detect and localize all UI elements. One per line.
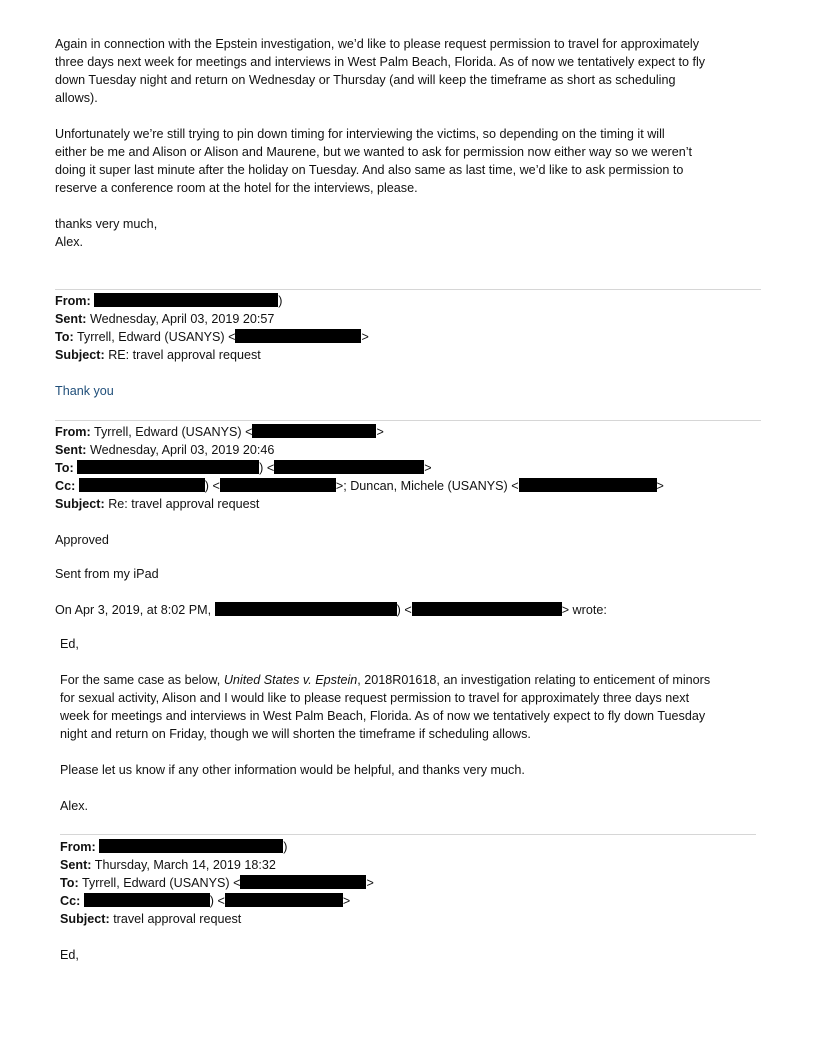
to-label: To: (60, 876, 79, 890)
subject-row (55, 347, 261, 364)
subject-row (55, 496, 259, 513)
from-label: From: (55, 425, 91, 439)
quoted-signature: Alex. (60, 799, 88, 813)
subject-label: Subject: (55, 348, 105, 362)
to-value: Tyrrell, Edward (USANYS) < (81, 876, 241, 890)
from-tail: ) (278, 294, 283, 308)
quote-prefix: On Apr 3, 2019, at 8:02 PM, (55, 603, 212, 617)
sent-row (55, 311, 274, 328)
sent-row (60, 857, 276, 874)
sent-label: Sent: (55, 312, 87, 326)
quote-mid: ) < (396, 603, 412, 617)
cc-middle: >; Duncan, Michele (USANYS) < (335, 479, 519, 493)
separator (60, 834, 756, 835)
from-label: From: (60, 840, 96, 854)
from-row (55, 424, 384, 441)
intro-line: Unfortunately we’re still trying to pin down timing for interviewing the victims, so depending on the timing it will (55, 127, 665, 141)
cc-label: Cc: (55, 479, 76, 493)
case-name: United States v. Epstein (223, 673, 358, 687)
sent-label: Sent: (55, 443, 87, 457)
from-tail: > (376, 425, 384, 439)
message-body: Approved (55, 533, 109, 547)
quote-tail: > wrote: (561, 603, 607, 617)
redaction-block (215, 602, 397, 616)
cc-mid: ) < (209, 894, 225, 908)
redaction-block (220, 478, 336, 492)
intro-line: either be me and Alison or Alison and Maurene, but we wanted to ask for permission now either way so we weren’t (55, 145, 693, 159)
to-label: To: (55, 461, 74, 475)
cc-tail: > (342, 894, 351, 908)
redaction-block (77, 460, 259, 474)
cc-mid: ) < (204, 479, 220, 493)
redaction-block (519, 478, 657, 492)
cc-label: Cc: (60, 894, 81, 908)
intro-line: allows). (55, 91, 98, 105)
redaction-block (252, 424, 376, 438)
signature-line: Alex. (55, 235, 83, 249)
to-row (60, 875, 374, 892)
intro-line: doing it super last minute after the holiday on Tuesday. And also same as last time, we’d like to ask permission to (55, 163, 684, 177)
intro-line: three days next week for meetings and interviews in West Palm Beach, Florida. As of now we tentatively expect to fly (55, 55, 706, 69)
sent-from-line: Sent from my iPad (55, 567, 159, 581)
quoted-line (60, 672, 710, 689)
redaction-block (225, 893, 343, 907)
subject-value: Re: travel approval request (108, 497, 260, 511)
quote-header (55, 602, 607, 619)
sent-value: Wednesday, April 03, 2019 20:57 (89, 312, 275, 326)
to-tail: > (424, 461, 432, 475)
quoted-text: For the same case as below, (60, 673, 224, 687)
quoted-greeting: Ed, (60, 637, 79, 651)
to-row (55, 329, 369, 346)
from-label: From: (55, 294, 91, 308)
redaction-block (274, 460, 424, 474)
intro-line: down Tuesday night and return on Wednesday or Thursday (and will keep the timeframe as short as scheduling (55, 73, 676, 87)
sent-row (55, 442, 274, 459)
to-row (55, 460, 432, 477)
subject-label: Subject: (60, 912, 110, 926)
from-row (60, 839, 287, 856)
subject-row (60, 911, 241, 928)
from-value: Tyrrell, Edward (USANYS) < (93, 425, 253, 439)
redaction-block (94, 293, 278, 307)
cc-row (55, 478, 664, 495)
separator (55, 420, 761, 421)
from-tail: ) (283, 840, 288, 854)
intro-line: Again in connection with the Epstein investigation, we’d like to please request permission to travel for approximately (55, 37, 700, 51)
to-tail: > (366, 876, 374, 890)
quoted-text: , 2018R01618, an investigation relating to enticement of minors (357, 673, 711, 687)
to-value: Tyrrell, Edward (USANYS) < (76, 330, 236, 344)
from-row (55, 293, 282, 310)
sent-value: Thursday, March 14, 2019 18:32 (94, 858, 276, 872)
closing-line: thanks very much, (55, 217, 158, 231)
redaction-block (240, 875, 366, 889)
message-greeting: Ed, (60, 948, 79, 962)
redaction-block (235, 329, 361, 343)
subject-label: Subject: (55, 497, 105, 511)
cc-row (60, 893, 350, 910)
subject-value: travel approval request (113, 912, 242, 926)
intro-line: reserve a conference room at the hotel for the interviews, please. (55, 181, 418, 195)
cc-tail: > (656, 479, 664, 493)
redaction-block (412, 602, 562, 616)
sent-label: Sent: (60, 858, 92, 872)
quoted-line: night and return on Friday, though we will shorten the timeframe if scheduling allows. (60, 727, 531, 741)
quoted-line: for sexual activity, Alison and I would like to please request permission to travel for approximately three days next (60, 691, 690, 705)
redaction-block (99, 839, 283, 853)
sent-value: Wednesday, April 03, 2019 20:46 (89, 443, 275, 457)
to-tail: > (361, 330, 369, 344)
to-label: To: (55, 330, 74, 344)
to-mid: ) < (259, 461, 275, 475)
redaction-block (84, 893, 210, 907)
redaction-block (79, 478, 205, 492)
subject-value: RE: travel approval request (108, 348, 261, 362)
separator (55, 289, 761, 290)
message-body: Thank you (55, 384, 114, 398)
quoted-line: week for meetings and interviews in West Palm Beach, Florida. As of now we tentatively expect to fly down Tuesday (60, 709, 706, 723)
quoted-line: Please let us know if any other information would be helpful, and thanks very much. (60, 763, 525, 777)
